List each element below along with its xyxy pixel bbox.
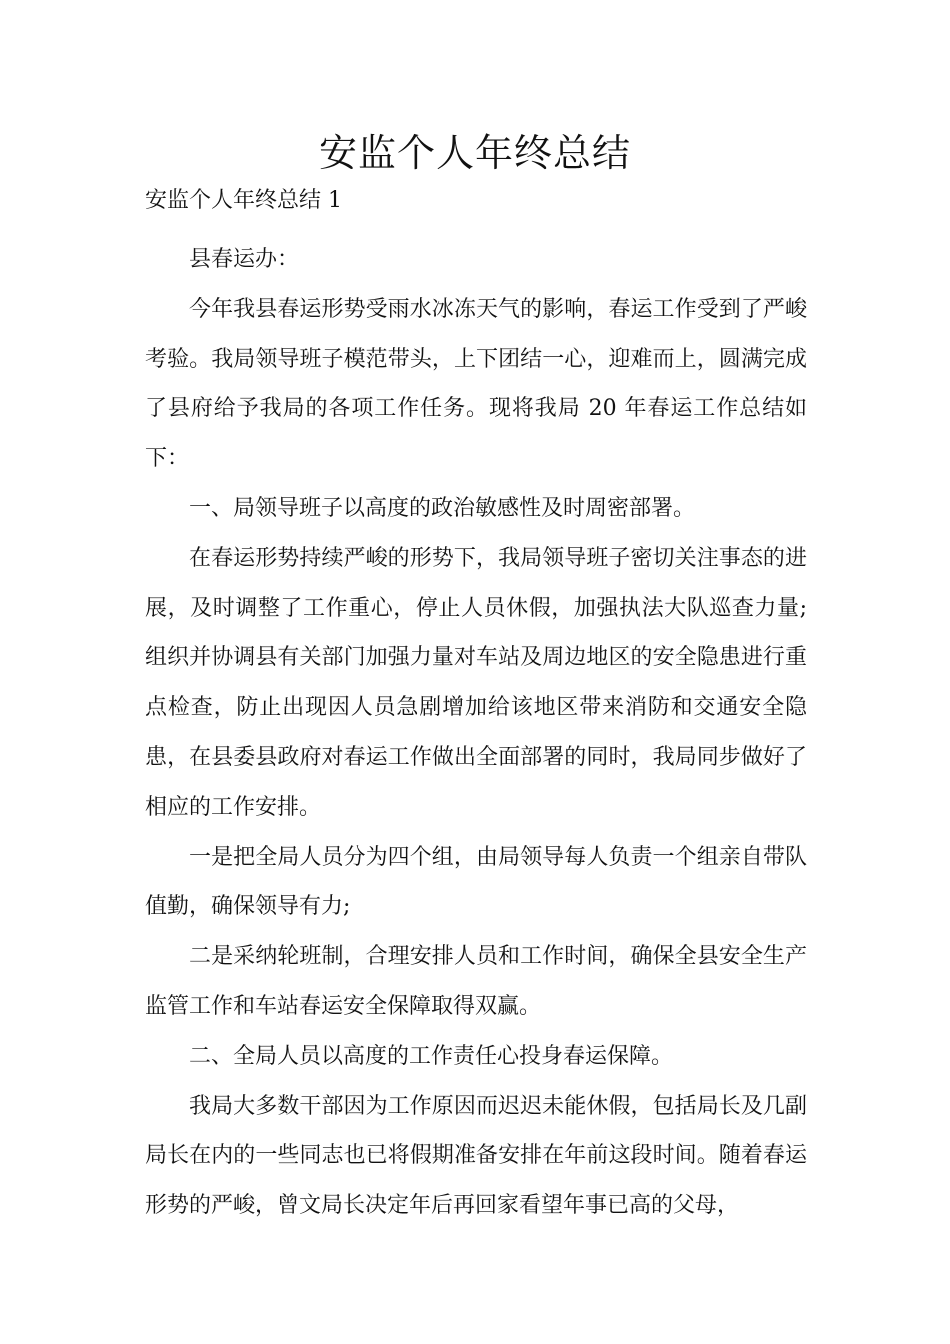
paragraph-section-2: 我局大多数干部因为工作原因而迟迟未能休假，包括局长及几副局长在内的一些同志也已将假期准备安排在年前这段时间。随着春运形势的严峻，曾文局长决定年后再回家看望年事已高的父母，	[145, 1093, 807, 1219]
document-body	[145, 235, 807, 1231]
document-title: 安监个人年终总结	[318, 131, 631, 175]
paragraph-salutation: 县春运办：	[189, 247, 300, 272]
paragraph-intro: 今年我县春运形势受雨水冰冻天气的影响，春运工作受到了严峻考验。我局领导班子模范带头，上下团结一心，迎难而上，圆满完成了县府给予我局的各项工作任务。现将我局 20 年春运工作总结如下：	[145, 296, 807, 472]
section-heading-1: 一、局领导班子以高度的政治敏感性及时周密部署。	[189, 495, 696, 521]
paragraph-point-1: 一是把全局人员分为四个组，由局领导每人负责一个组亲自带队值勤，确保领导有力;	[145, 844, 807, 920]
document-subtitle: 安监个人年终总结 1	[145, 188, 342, 213]
paragraph-section-1: 在春运形势持续严峻的形势下，我局领导班子密切关注事态的进展，及时调整了工作重心，停止人员休假，加强执法大队巡查力量;组织并协调县有关部门加强力量对车站及周边地区的安全隐患进行重点检查，防止出现因人员急剧增加给该地区带来消防和交通安全隐患，在县委县政府对春运工作做出全面部署的同时，我局同步做好了相应的工作安排。	[145, 545, 807, 820]
paragraph-point-2: 二是采纳轮班制，合理安排人员和工作时间，确保全县安全生产监管工作和车站春运安全保障取得双赢。	[145, 944, 807, 1019]
section-heading-2: 二、全局人员以高度的工作责任心投身春运保障。	[189, 1043, 674, 1069]
